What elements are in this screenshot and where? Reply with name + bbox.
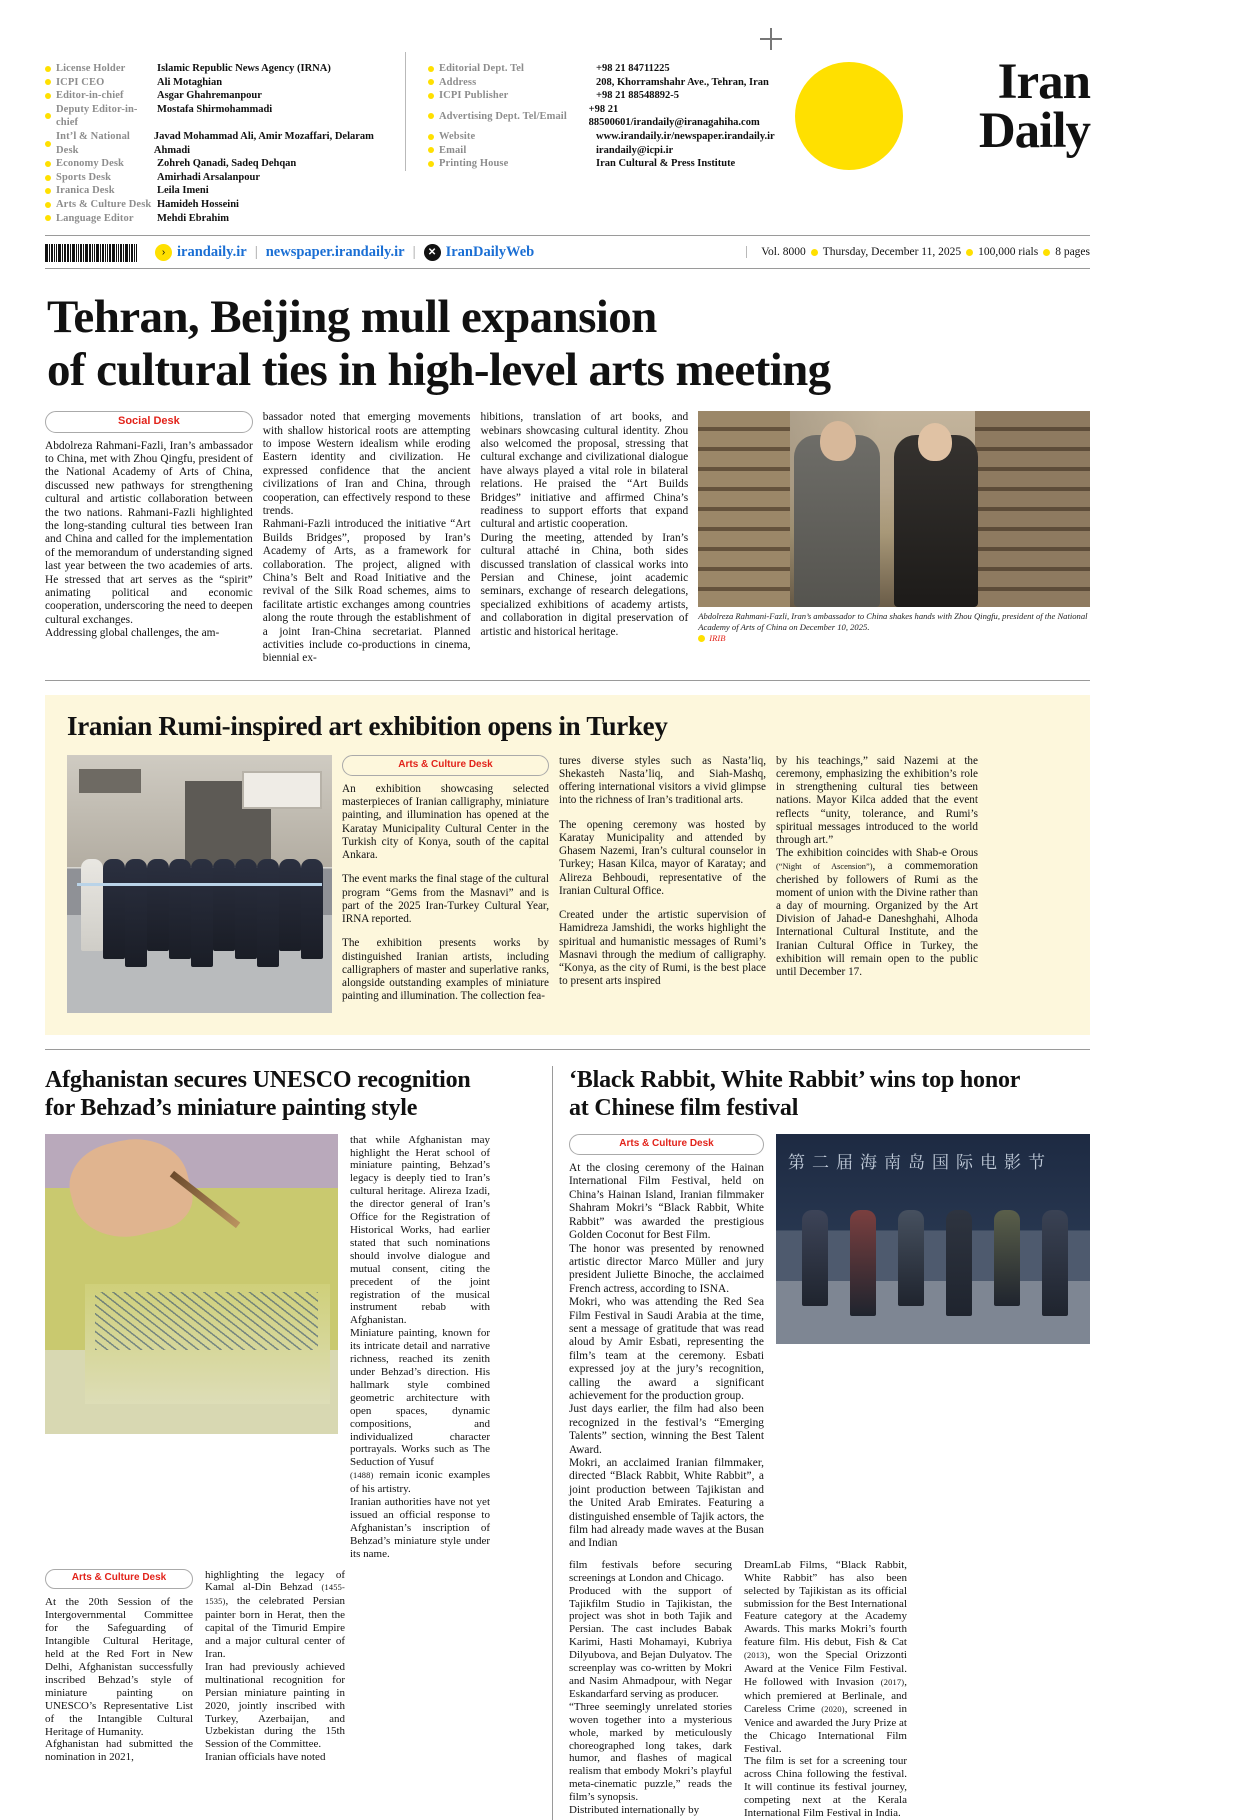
masthead-row-label: Language Editor bbox=[45, 212, 157, 226]
nav-separator-2: | bbox=[412, 243, 416, 260]
rumi-body-3b bbox=[776, 847, 978, 979]
masthead-row-label: Arts & Culture Desk bbox=[45, 198, 157, 212]
masthead-row-value: Mostafa Shirmohammadi bbox=[157, 103, 273, 115]
masthead-row bbox=[428, 144, 783, 158]
masthead-row-value: +98 21 84711225 bbox=[596, 63, 670, 74]
nav-separator-1: | bbox=[254, 243, 258, 260]
masthead-row-label: Printing House bbox=[428, 157, 596, 171]
masthead-row bbox=[45, 76, 405, 90]
afghanistan-photo bbox=[45, 1134, 338, 1434]
blackrabbit-column-1 bbox=[569, 1134, 764, 1551]
barcode-icon bbox=[45, 242, 145, 262]
bullet-icon bbox=[428, 147, 434, 153]
blackrabbit-photo bbox=[776, 1134, 1090, 1344]
issue-info bbox=[746, 246, 1090, 258]
blackrabbit-column-2 bbox=[569, 1559, 732, 1820]
masthead-staff-list bbox=[45, 52, 405, 225]
lead-body-3: hibitions, translation of art books, and webinars showcasing cultural identity. Zhou also welcomed the proposal, stressing that cultural exchange and civilizational dialogue have always played a vital role in bilateral relations. He praised the “Art Builds Bridges” initiative and affirmed China’s readiness to support efforts that expand cultural and artistic cooperation. During the meeting, attended by Iran’s cultural attaché in China, both sides discussed translation of classical works into Persian and Chinese, joint academic seminars, exchange of research delegations, specialized exhibitions of academy artists, and collaboration in digital preservation of artistic and historical heritage. bbox=[480, 411, 689, 638]
bullet-icon bbox=[428, 113, 434, 119]
lead-photo-block bbox=[698, 411, 1090, 666]
behzad-lifespan-note: (1455-1535) bbox=[205, 1583, 345, 1607]
afghanistan-body-2-pre: highlighting the legacy of Kamal al-Din Behzad bbox=[205, 1568, 345, 1594]
rumi-photo bbox=[67, 755, 332, 1013]
logo-line-1: Iran bbox=[997, 54, 1090, 110]
issue-pages: 8 pages bbox=[1055, 246, 1090, 259]
afghanistan-headline-line-1: Afghanistan secures UNESCO recognition bbox=[45, 1066, 471, 1093]
masthead-row-label: License Holder bbox=[45, 62, 157, 76]
afghanistan-body-right: that while Afghanistan may highlight the Herat school of miniature painting, Behzad’s legacy is deeply tied to Iran’s cultural heritage. Alireza Izadi, the director general of Iran’s Office for the Registration of Historical Works, had earlier stated that such nominations should involve dialogue and mutual consent, citing the precedent of the joint registration of the musical instrument rebab with Afghanistan. Miniature painting, known for its intricate detail and narrative richness, reached its zenith under Behzad’s direction. His hallmark style combined geometric architecture with open spaces, dynamic compositions, and individualized character portrayals. Works such as The Seduction of Yusuf bbox=[350, 1133, 490, 1469]
masthead-row-label: Iranica Desk bbox=[45, 184, 157, 198]
masthead-row-value: Leila Imeni bbox=[157, 185, 209, 197]
masthead-row bbox=[45, 184, 405, 198]
masthead-row-label: Deputy Editor-in-chief bbox=[45, 103, 157, 130]
lead-article bbox=[45, 411, 1090, 666]
desk-badge-arts-1: Arts & Culture Desk bbox=[342, 755, 549, 776]
masthead-row-value: Zohreh Qanadi, Sadeq Dehqan bbox=[157, 158, 297, 170]
lead-headline bbox=[47, 291, 1090, 397]
bullet-icon bbox=[428, 79, 434, 85]
rumi-headline: Iranian Rumi-inspired art exhibition opens in Turkey bbox=[67, 710, 668, 741]
bullet-icon-1 bbox=[811, 249, 818, 256]
logo-wordmark bbox=[978, 54, 1090, 159]
social-handle-link[interactable]: IranDailyWeb bbox=[445, 243, 535, 260]
bullet-icon bbox=[45, 113, 51, 119]
masthead-row-value: Javad Mohammad Ali, Amir Mozaffari, Delaram Ahmadi bbox=[153, 130, 374, 156]
lead-body-2: bassador noted that emerging movements with shallow historical roots are attempting to impose Western idealism while eroding Eastern identity and civilization. He expressed confidence that the ancient civilizations of Iran and China, through cooperation, can effectively respond to these trends. Rahmani-Fazli introduced the initiative “Art Builds Bridges”, proposed by Iran’s Academy of Arts, as a framework for collaboration. The project, aligned with China’s Belt and Road Initiative and the revival of the Silk Road schemes, aims to facilitate artistic exchanges among countries along the route through the establishment of a joint Iran-China secretariat. Planned activities include co-productions in cinema, biennial ex- bbox=[262, 411, 471, 665]
masthead-row-value: Mehdi Ebrahim bbox=[157, 212, 230, 224]
rumi-column-3 bbox=[776, 755, 978, 1015]
masthead-row bbox=[428, 130, 783, 144]
logo-line-2: Daily bbox=[978, 103, 1090, 159]
masthead-row-label: Sports Desk bbox=[45, 171, 157, 185]
afghanistan-headline bbox=[45, 1066, 538, 1122]
bullet-icon bbox=[45, 175, 51, 181]
issue-date: Thursday, December 11, 2025 bbox=[822, 246, 962, 259]
masthead-row bbox=[45, 198, 405, 212]
blackrabbit-article bbox=[552, 1066, 1090, 1820]
lead-column-1 bbox=[45, 411, 253, 666]
lead-photo-caption: Abdolreza Rahmani-Fazli, Iran’s ambassador to China shakes hands with Zhou Qingfu, president of the National Academy of Arts of China on December 10, 2025. bbox=[698, 611, 1088, 632]
afghanistan-column-right bbox=[350, 1134, 490, 1561]
rumi-column-1 bbox=[342, 755, 549, 1015]
bullet-icon bbox=[45, 202, 51, 208]
rumi-3b-pre: The exhibition coincides with Shab-e Orous bbox=[776, 847, 978, 860]
bullet-icon-credit bbox=[698, 635, 705, 642]
festival-banner-text: 第二届海南岛国际电影节 bbox=[788, 1152, 1052, 1173]
rumi-column-2 bbox=[559, 755, 766, 1015]
masthead-row bbox=[428, 103, 783, 130]
blackrabbit-headline bbox=[569, 1066, 1090, 1122]
afghanistan-column-1 bbox=[45, 1569, 193, 1765]
masthead-row-value: Hamideh Hosseini bbox=[157, 198, 239, 210]
masthead-row bbox=[428, 89, 783, 103]
lead-body-1: Abdolreza Rahmani-Fazli, Iran’s ambassador to China, met with Zhou Qingfu, president of the National Academy of Arts of China, discussed new pathways for strengthening cultural and artistic collaboration between the two nations. Rahmani-Fazli highlighted the long-standing cultural ties between Iran and China and called for the implementation of the memorandum of understanding signed last year between the two academies of arts. He stressed that art serves as the “spirit” animating political and economic cooperation, underscoring the need to deepen cultural exchanges. Addressing global challenges, the am- bbox=[45, 439, 253, 640]
bullet-icon bbox=[45, 215, 51, 221]
afghanistan-right-tail-text: remain iconic examples of his artistry. Iranian authorities have not yet issued an official response to Afghanistan’s inscription of Behzad’s miniature style under its name. bbox=[350, 1469, 490, 1560]
masthead-row-label: ICPI Publisher bbox=[428, 89, 596, 103]
masthead-row-label: Int’l & National Desk bbox=[45, 130, 154, 157]
rumi-body-1: An exhibition showcasing selected masterpieces of Iranian calligraphy, miniature painting, and illumination has opened at the Karatay Municipality Cultural Center in the Turkish city of Konya, south of the capital Ankara. The event marks the final stage of the cultural program “Gems from the Masnavi” and is part of the 2025 Iran-Turkey Cultural Year, IRNA reported. The exhibition presents works by distinguished Iranian artists, including calligraphers of master and superlative ranks, alongside outstanding examples of miniature painting and illumination. The collection fea- bbox=[342, 783, 549, 1003]
bullet-icon bbox=[45, 188, 51, 194]
masthead-row-value: Ali Motaghian bbox=[157, 76, 223, 88]
masthead-row-value: Asgar Ghahremanpour bbox=[157, 90, 262, 102]
bullet-icon bbox=[45, 161, 51, 167]
afghanistan-date-note: (1488) bbox=[350, 1471, 374, 1481]
issue-price: 100,000 rials bbox=[978, 246, 1039, 259]
masthead-row bbox=[45, 103, 405, 130]
blackrabbit-headline-line-2: at Chinese film festival bbox=[569, 1094, 799, 1121]
site-link-newspaper[interactable]: newspaper.irandaily.ir bbox=[265, 243, 405, 260]
masthead-row-value: +98 21 88500601/irandaily@iranagahiha.com bbox=[588, 103, 760, 129]
logo-circle-icon bbox=[795, 62, 903, 170]
lower-section bbox=[45, 1066, 1090, 1820]
bullet-icon bbox=[45, 79, 51, 85]
desk-badge-arts-3: Arts & Culture Desk bbox=[569, 1134, 764, 1155]
lead-column-2 bbox=[263, 411, 471, 666]
credit-text: IRIB bbox=[709, 633, 726, 644]
br3-pre: DreamLab Films, “Black Rabbit, White Rabbit” has also been selected by Tajikistan as its official submission for the Best International Feature category at the Academy Awards. This marks Mokri’s fourth feature film. His debut, Fish & Cat bbox=[744, 1558, 907, 1649]
bullet-icon bbox=[428, 93, 434, 99]
afghanistan-photo-block bbox=[45, 1134, 338, 1561]
masthead-row-label: Editorial Dept. Tel bbox=[428, 62, 596, 76]
masthead-row bbox=[45, 130, 405, 157]
masthead-row-label: Website bbox=[428, 130, 596, 144]
bullet-icon bbox=[45, 93, 51, 99]
masthead-row-label: Advertising Dept. Tel/Email bbox=[428, 103, 589, 130]
blackrabbit-body-2: film festivals before securing screenings at London and Chicago. Produced with the support of Tajikfilm Studio in Tajikistan, the project was shot in both Tajik and Persian. The cast includes Babak Karimi, Hasti Mohamayi, Kubriya Dilyubova, and Bejan Dulyatov. The screenplay was co-written by Mokri and Nasim Ahmadpour, with Negar Eskandarfard serving as producer. “Three seemingly unrelated stories woven together into a mysterious whole, marked by meticulously choreographed long takes, dark humor, and flashes of magical realism that embody Mokri’s playful meta-cinematic puzzle,” reads the film’s synopsis. Distributed internationally by bbox=[569, 1558, 732, 1817]
rumi-photo-block bbox=[67, 755, 332, 1015]
masthead-row bbox=[45, 62, 405, 76]
blackrabbit-column-3 bbox=[744, 1559, 907, 1820]
masthead-row bbox=[45, 212, 405, 226]
masthead-row bbox=[428, 157, 783, 171]
br3-mid1: , won the Special Orizzonti Award at the Venice Film Festival. He followed with Invasion bbox=[744, 1649, 907, 1688]
x-social-icon[interactable]: ✕ bbox=[424, 244, 441, 261]
site-link-irandaily[interactable]: irandaily.ir bbox=[177, 243, 247, 260]
masthead-row-label: Editor-in-chief bbox=[45, 89, 157, 103]
careless-crime-year: (2020) bbox=[821, 1704, 845, 1714]
masthead-row-label: Economy Desk bbox=[45, 157, 157, 171]
masthead bbox=[45, 52, 1090, 236]
rumi-3b-note: (“Night of Ascension”) bbox=[776, 862, 873, 872]
lead-photo-credit bbox=[698, 633, 1090, 643]
afghanistan-body-1: At the 20th Session of the Intergovernmental Committee for the Safeguarding of Intangible Cultural Heritage, held at the Red Fort in New Delhi, Afghanistan successfully inscribed Behzad’s style of miniature painting on UNESCO’s Representative List of the Intangible Cultural Heritage of Humanity. Afghanistan had submitted the nomination in 2021, bbox=[45, 1596, 193, 1764]
br3-mid2: , which premiered at Berlinale, and Careless Crime bbox=[744, 1676, 907, 1715]
bullet-icon-2 bbox=[966, 249, 973, 256]
afghanistan-article bbox=[45, 1066, 552, 1820]
masthead-contact-list bbox=[405, 52, 783, 171]
masthead-row-value: Amirhadi Arsalanpour bbox=[157, 171, 260, 183]
masthead-row-label: Email bbox=[428, 144, 596, 158]
afghanistan-headline-line-2: for Behzad’s miniature painting style bbox=[45, 1094, 418, 1121]
masthead-row-label: Address bbox=[428, 76, 596, 90]
afghanistan-body-right-tail bbox=[350, 1469, 490, 1560]
chevron-right-icon: › bbox=[155, 244, 172, 261]
desk-badge-social: Social Desk bbox=[45, 411, 253, 432]
masthead-row bbox=[428, 76, 783, 90]
logo[interactable] bbox=[783, 52, 1090, 180]
crop-mark bbox=[760, 28, 782, 50]
divider-1 bbox=[45, 680, 1090, 681]
divider-2 bbox=[45, 1049, 1090, 1050]
masthead-row-value: 208, Khorramshahr Ave., Tehran, Iran bbox=[596, 76, 769, 88]
masthead-row-value: Islamic Republic News Agency (IRNA) bbox=[157, 63, 331, 74]
blackrabbit-photo-block bbox=[776, 1134, 1090, 1551]
rumi-3b-post: , a commemoration cherished by followers of Rumi as the moment of union with the Divine rather than a day of mourning. Organized by the Art Division of Jahad-e Daneshghahi, Alhoda International Cultural Institute, and the Iranian Cultural Office in Turkey, the exhibition will remain open to the public until December 17. bbox=[776, 860, 978, 979]
blackrabbit-headline-line-1: ‘Black Rabbit, White Rabbit’ wins top honor bbox=[569, 1066, 1021, 1093]
lead-photo bbox=[698, 411, 1090, 607]
br3-tail: , screened in Venice and awarded the Jury Prize at the Chicago International Film Festival. The film is set for a screening tour across China following the festival. It will continue its festival journey, competing next at the Kerala International Film Festival in India. bbox=[744, 1702, 908, 1820]
lead-headline-line-1: Tehran, Beijing mull expansion bbox=[47, 291, 657, 344]
blackrabbit-body-1: At the closing ceremony of the Hainan International Film Festival, held on China’s Hainan Island, Iranian filmmaker Shahram Mokri’s “Black Rabbit, White Rabbit” was awarded the prestigious Golden Coconut for Best Film. The honor was presented by renowned artistic director Marco Müller and jury president Juliette Binoche, the acclaimed French actress, according to ISNA. Mokri, who was attending the Red Sea Film Festival in Saudi Arabia at the time, sent a message of gratitude that was read aloud by Amir Esbati, representing the film’s team at the ceremony. Esbati expressed joy at the jury’s recognition, calling the award a significant achievement for the production group. Just days earlier, the film had also been recognized in the festival’s “Emerging Talents” section, winning the Best Talent Award. Mokri, an acclaimed Iranian filmmaker, directed “Black Rabbit, White Rabbit”, a joint production between Tajikistan and the United Arab Emirates. Featuring a distinguished ensemble of Tajik actors, the film had already made waves at the Busan and Indian bbox=[569, 1162, 764, 1550]
issue-volume: Vol. 8000 bbox=[761, 246, 806, 259]
masthead-row bbox=[45, 171, 405, 185]
masthead-row bbox=[428, 62, 783, 76]
invasion-year: (2017) bbox=[880, 1678, 905, 1687]
rumi-article bbox=[45, 695, 1090, 1035]
masthead-row-value: irandaily@icpi.ir bbox=[596, 144, 674, 156]
afghanistan-body-2-post: , the celebrated Persian painter born in Herat, then the capital of the Timurid Empire and a major cultural center of Iran. Iran had previously achieved multinational recognition for Persian miniature painting in 2020, jointly inscribed with Turkey, Azerbaijan, and Uzbekistan during the 15th Session of the Committee. Iranian officials have noted bbox=[205, 1595, 345, 1764]
masthead-row bbox=[45, 157, 405, 171]
bullet-icon-3 bbox=[1043, 249, 1050, 256]
masthead-row-label: ICPI CEO bbox=[45, 76, 157, 90]
bullet-icon bbox=[428, 66, 434, 72]
nav-strip bbox=[45, 236, 1090, 269]
lead-headline-line-2: of cultural ties in high-level arts meeting bbox=[47, 344, 831, 397]
masthead-row bbox=[45, 89, 405, 103]
fish-and-cat-year: (2013) bbox=[744, 1651, 768, 1661]
rumi-body-3a: by his teachings,” said Nazemi at the ceremony, emphasizing the exhibition’s role in strengthening cultural ties between nations. Mayor Kilca added that the event reflects “unity, tolerance, and Rumi’s spiritual messages introduced to the world through art.” bbox=[776, 754, 978, 847]
masthead-row-value: Iran Cultural & Press Institute bbox=[596, 158, 736, 170]
desk-badge-arts-2: Arts & Culture Desk bbox=[45, 1569, 193, 1590]
lead-column-3 bbox=[481, 411, 689, 666]
masthead-row-value: +98 21 88548892-5 bbox=[596, 90, 679, 102]
bullet-icon bbox=[45, 141, 51, 147]
rumi-body-2: tures diverse styles such as Nasta’liq, Shekasteh Nasta’liq, and Siah-Mashq, offering international visitors a vivid glimpse into the richness of Iran’s traditional arts. The opening ceremony was hosted by Karatay Municipality and attended by Ghasem Nazemi, Iran’s cultural counselor in Turkey; Hasan Kilca, mayor of Karatay; and Alireza Behboudi, representative of the Iranian Cultural Office. Created under the artistic supervision of Hamidreza Jamshidi, the works highlight the spiritual and humanistic messages of Rumi’s Masnavi through the medium of calligraphy. “Konya, as the city of Rumi, is the best place to present arts inspired bbox=[559, 754, 766, 988]
afghanistan-column-2 bbox=[205, 1569, 345, 1765]
bullet-icon bbox=[428, 161, 434, 167]
masthead-row-value: www.irandaily.ir/newspaper.irandaily.ir bbox=[596, 130, 775, 142]
bullet-icon bbox=[45, 66, 51, 72]
bullet-icon bbox=[428, 134, 434, 140]
